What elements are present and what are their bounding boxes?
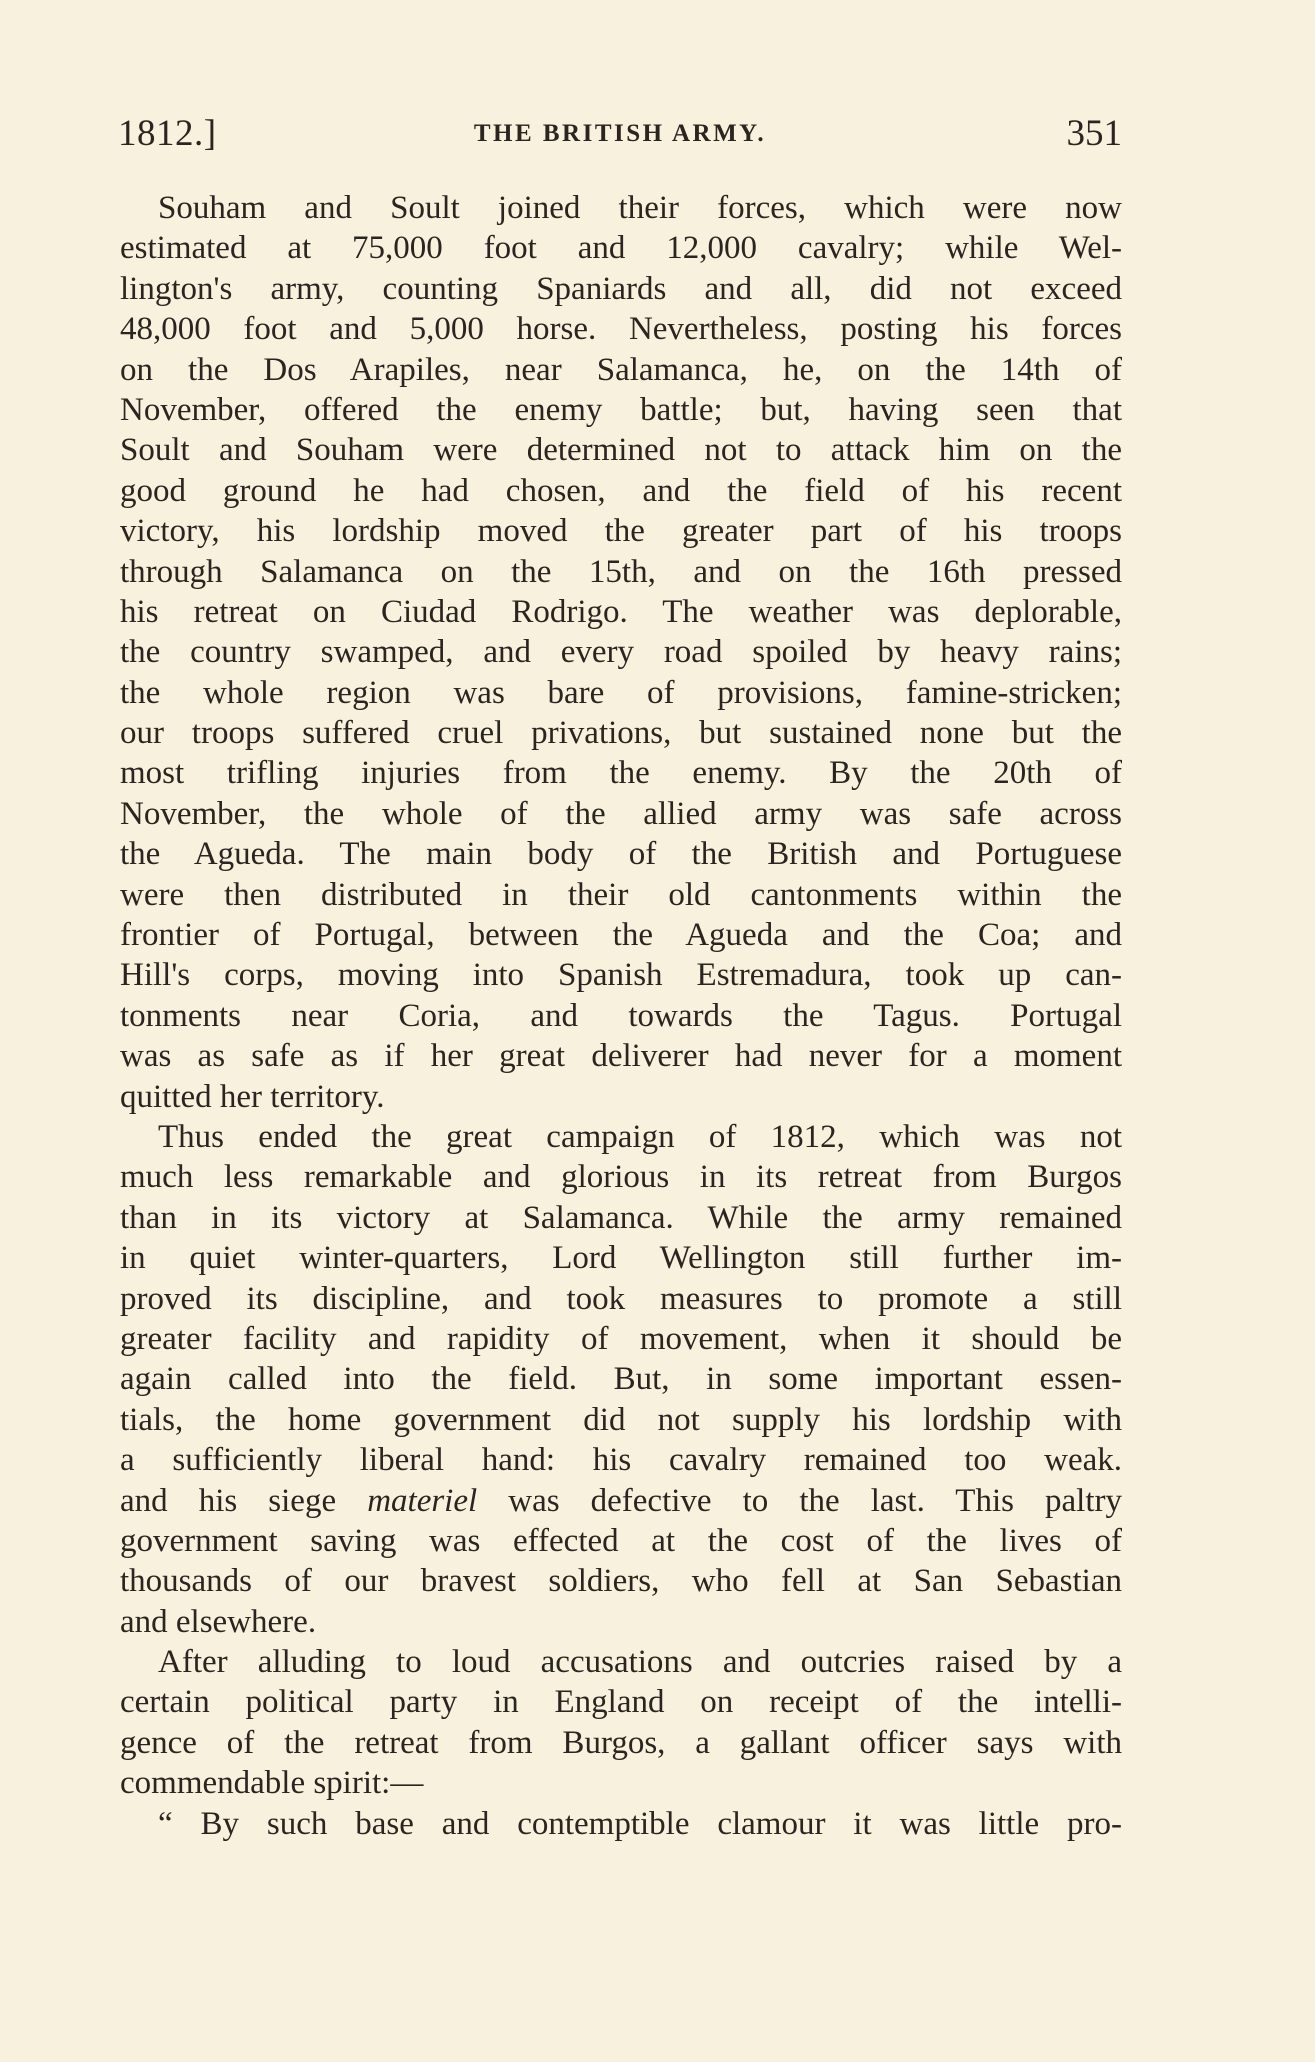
text-line: November, the whole of the allied army was safe across — [120, 795, 1122, 832]
text-line: estimated at 75,000 foot and 12,000 cavalry; while Wel- — [120, 230, 1122, 267]
text-line: Hill's corps, moving into Spanish Estremadura, took up can- — [120, 957, 1122, 994]
text-line: tonments near Coria, and towards the Tagus. Portugal — [120, 997, 1122, 1034]
text-line: Souham and Soult joined their forces, which were now — [158, 190, 1122, 226]
text-line: was as safe as if her great deliverer had never for a moment — [120, 1038, 1122, 1075]
page-number: 351 — [1066, 113, 1122, 154]
text-line: greater facility and rapidity of movement, when it should be — [120, 1320, 1122, 1357]
text-line: our troops suffered cruel privations, but sustained none but the — [120, 715, 1122, 752]
text-line: government saving was effected at the cost of the lives of — [120, 1522, 1122, 1559]
text-line: through Salamanca on the 15th, and on the 16th pressed — [120, 553, 1122, 590]
running-head — [118, 112, 1122, 162]
running-head-year: 1812.] — [118, 113, 217, 154]
text-line: certain political party in England on receipt of the intelli- — [120, 1684, 1122, 1721]
text-line: tials, the home government did not supply his lordship with — [120, 1401, 1122, 1438]
text-line: victory, his lordship moved the greater part of his troops — [120, 513, 1122, 550]
text-line: After alluding to loud accusations and outcries raised by a — [158, 1644, 1122, 1681]
text-line: thousands of our bravest soldiers, who fell at San Sebastian — [120, 1563, 1122, 1600]
text-line: gence of the retreat from Burgos, a gallant officer says with — [120, 1724, 1122, 1761]
text-line: proved its discipline, and took measures to promote a still — [120, 1280, 1122, 1317]
text-line: again called into the field. But, in some important essen- — [120, 1361, 1122, 1398]
text-line: most trifling injuries from the enemy. By the 20th of — [120, 755, 1122, 792]
text-line: in quiet winter-quarters, Lord Wellington still further im- — [120, 1240, 1122, 1277]
text-line: the Agueda. The main body of the British and Portuguese — [120, 836, 1122, 873]
text-line: the country swamped, and every road spoiled by heavy rains; — [120, 634, 1122, 671]
text-line: his retreat on Ciudad Rodrigo. The weather was deplorable, — [120, 593, 1122, 630]
running-head-title: THE BRITISH ARMY. — [473, 120, 767, 147]
text-line: than in its victory at Salamanca. While the army remained — [120, 1199, 1122, 1236]
text-line: quitted her territory. — [120, 1078, 385, 1115]
text-line: were then distributed in their old cantonments within the — [120, 876, 1122, 913]
text-line: and his siege materiel was defective to the last. This paltry — [120, 1482, 1123, 1519]
text-line: November, offered the enemy battle; but, having seen that — [120, 391, 1122, 428]
text-line: good ground he had chosen, and the field of his recent — [120, 472, 1122, 509]
text-line: commendable spirit:— — [120, 1765, 424, 1802]
text-line: frontier of Portugal, between the Agueda and the Coa; and — [120, 917, 1122, 954]
text-line: “ By such base and contemptible clamour it was little pro- — [158, 1805, 1122, 1842]
body-text — [120, 188, 1122, 1844]
text-line: Thus ended the great campaign of 1812, which was not — [158, 1118, 1122, 1155]
text-line: lington's army, counting Spaniards and all, did not exceed — [120, 270, 1122, 307]
text-line: and elsewhere. — [120, 1603, 317, 1640]
text-line: on the Dos Arapiles, near Salamanca, he, on the 14th of — [120, 351, 1122, 388]
text-line: Soult and Souham were determined not to attack him on the — [120, 432, 1122, 469]
text-line: a sufficiently liberal hand: his cavalry remained too weak. — [120, 1442, 1122, 1479]
text-line: much less remarkable and glorious in its retreat from Burgos — [120, 1159, 1122, 1196]
text-line: the whole region was bare of provisions, famine-stricken; — [120, 674, 1122, 711]
text-line: 48,000 foot and 5,000 horse. Nevertheless, posting his forces — [120, 311, 1122, 348]
